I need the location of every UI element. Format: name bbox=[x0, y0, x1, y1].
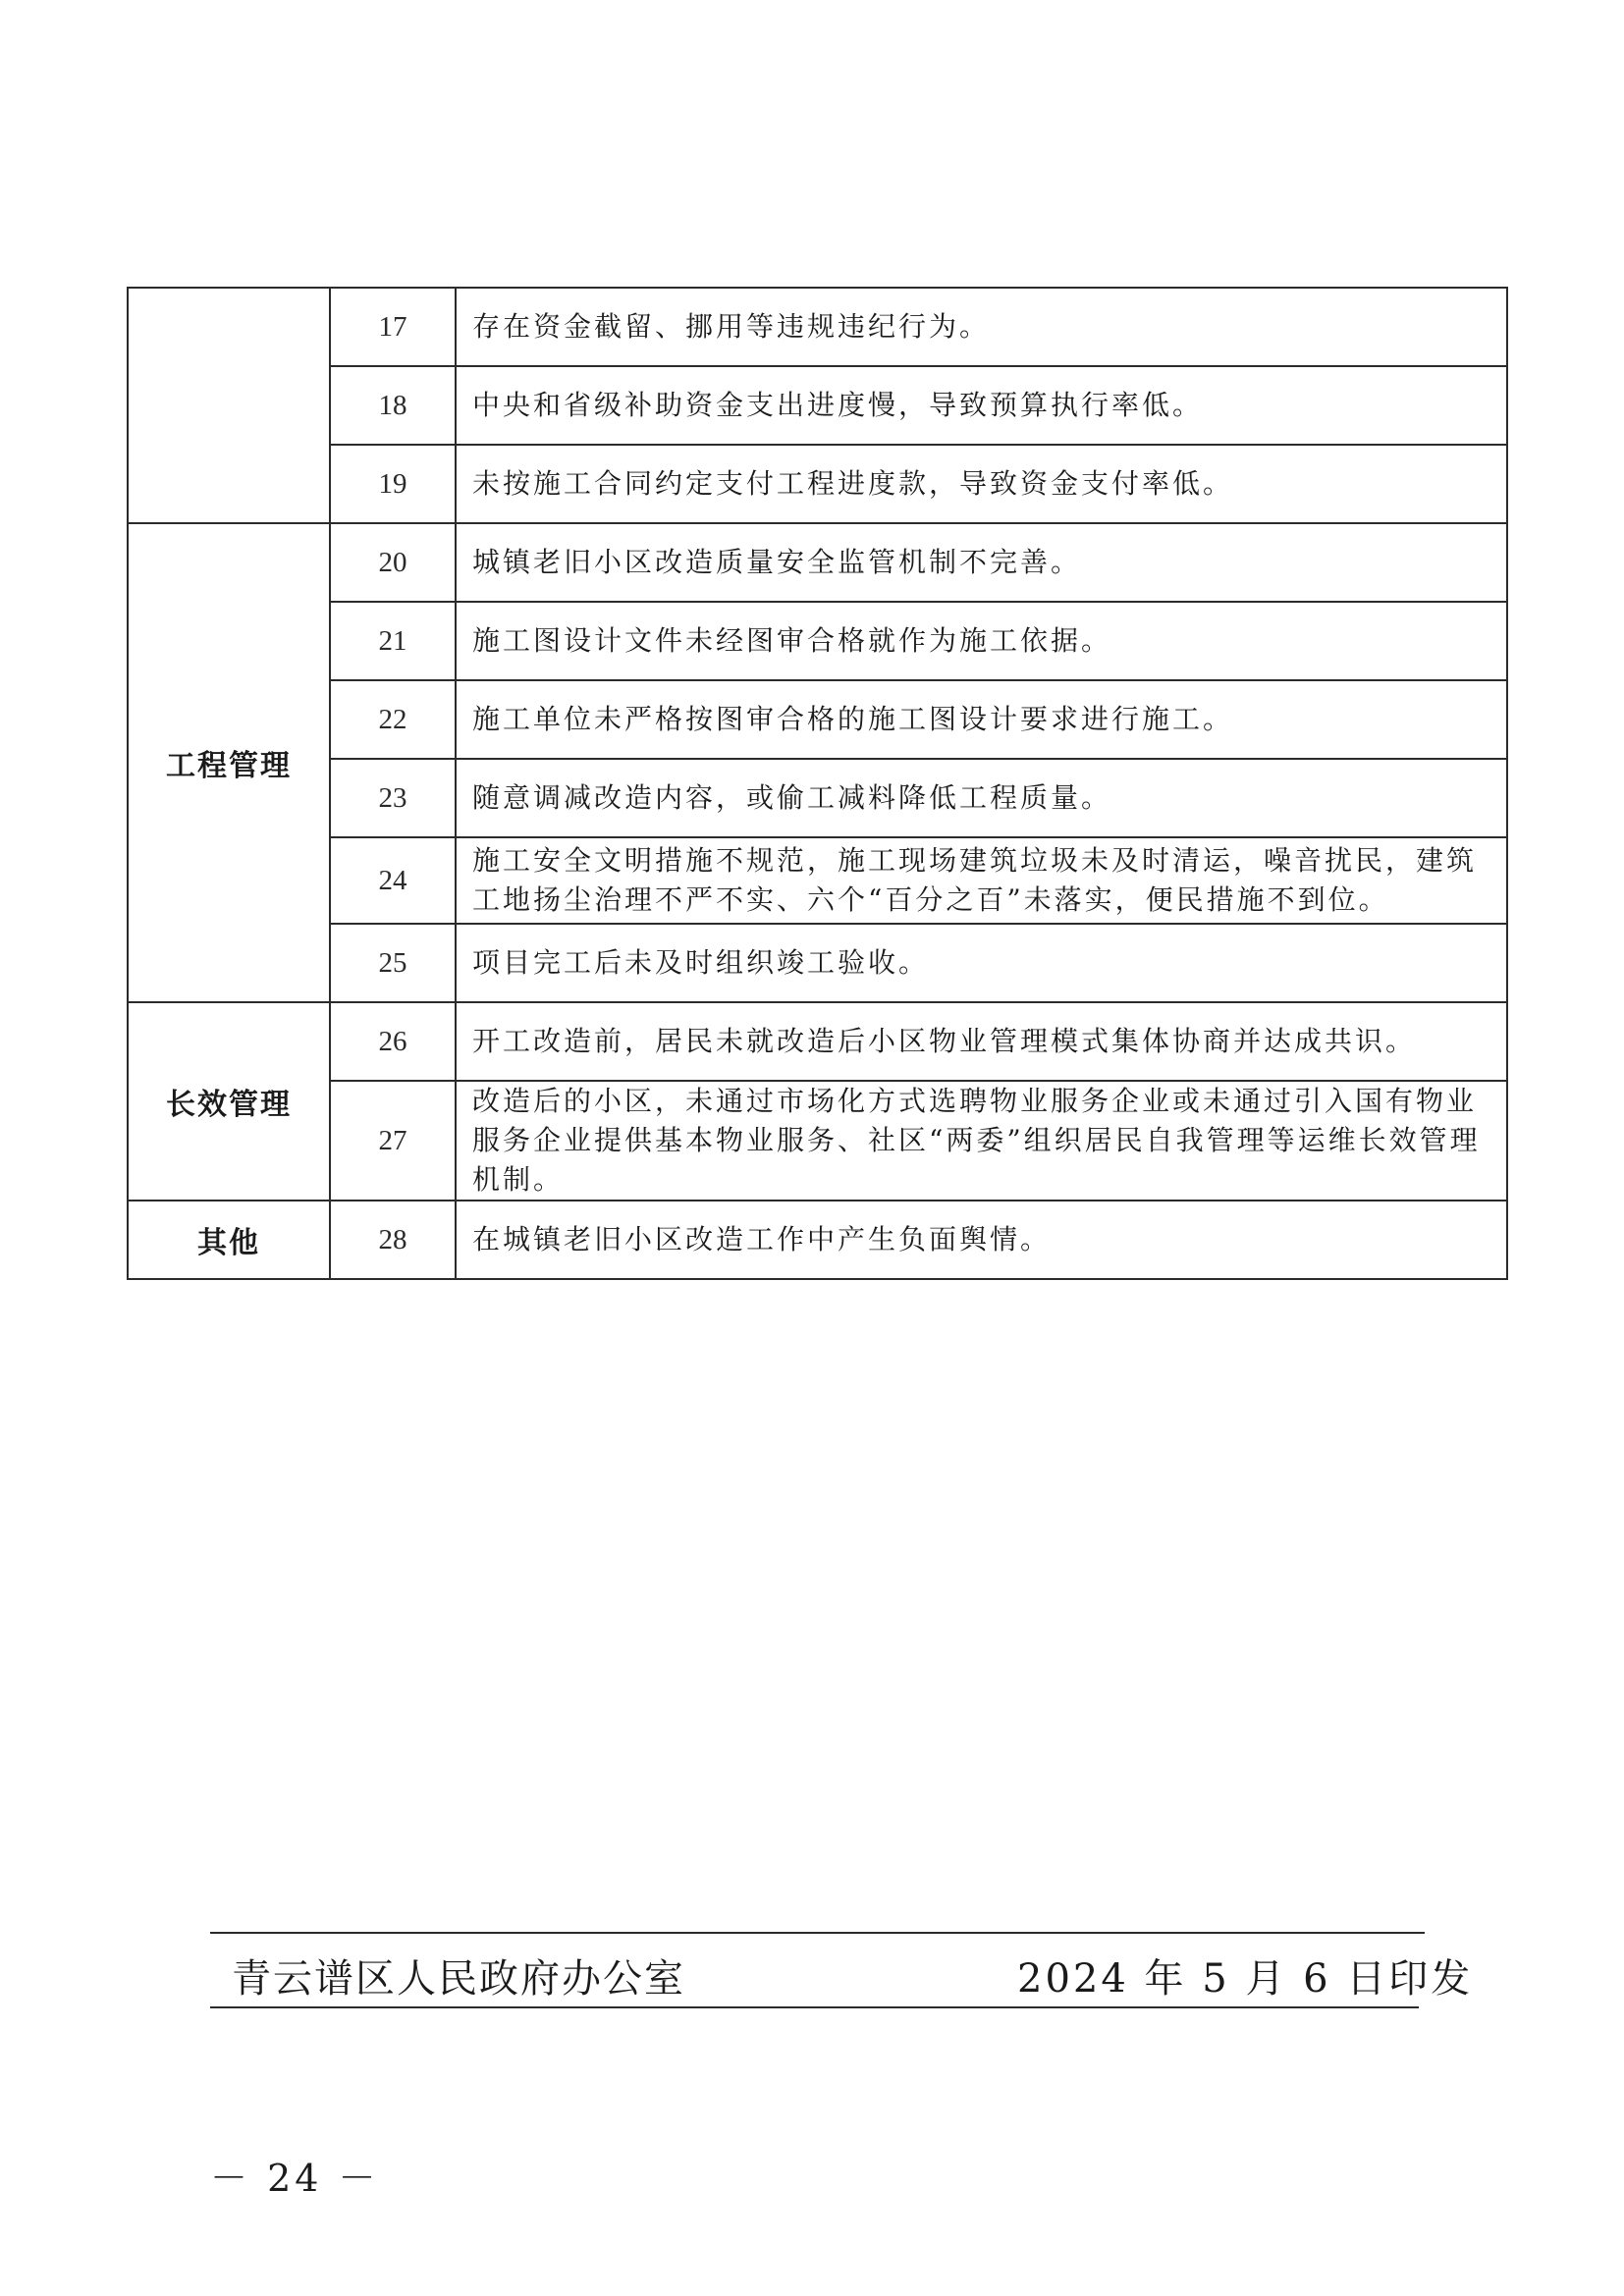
row-description: 在城镇老旧小区改造工作中产生负面舆情。 bbox=[456, 1201, 1507, 1279]
row-description: 随意调减改造内容，或偷工减料降低工程质量。 bbox=[456, 759, 1507, 837]
row-number: 23 bbox=[330, 759, 456, 837]
table-row bbox=[128, 759, 1507, 837]
category-cell-other: 其他 bbox=[128, 1201, 330, 1279]
row-number: 20 bbox=[330, 523, 456, 602]
category-cell-long-term: 长效管理 bbox=[128, 1002, 330, 1201]
row-number: 28 bbox=[330, 1201, 456, 1279]
issue-date: 2024 年 5 月 6 日印发 bbox=[1017, 1956, 1474, 2002]
issuing-office: 青云谱区人民政府办公室 bbox=[232, 1956, 685, 2002]
row-description: 中央和省级补助资金支出进度慢，导致预算执行率低。 bbox=[456, 366, 1507, 445]
table-row bbox=[128, 1002, 1507, 1081]
row-description: 改造后的小区，未通过市场化方式选聘物业服务企业或未通过引入国有物业服务企业提供基本物业服务、社区“两委”组织居民自我管理等运维长效管理机制。 bbox=[456, 1081, 1507, 1201]
row-number: 21 bbox=[330, 602, 456, 680]
table-row bbox=[128, 680, 1507, 759]
row-description: 项目完工后未及时组织竣工验收。 bbox=[456, 924, 1507, 1002]
category-cell-engineering: 工程管理 bbox=[128, 523, 330, 1002]
row-number: 24 bbox=[330, 837, 456, 924]
table-row bbox=[128, 837, 1507, 924]
table-row bbox=[128, 523, 1507, 602]
row-number: 19 bbox=[330, 445, 456, 523]
row-number: 22 bbox=[330, 680, 456, 759]
table-row bbox=[128, 288, 1507, 366]
row-description: 施工单位未严格按图审合格的施工图设计要求进行施工。 bbox=[456, 680, 1507, 759]
category-cell-continued bbox=[128, 288, 330, 523]
page-number: － 24 － bbox=[210, 2157, 380, 2200]
row-description: 未按施工合同约定支付工程进度款，导致资金支付率低。 bbox=[456, 445, 1507, 523]
row-number: 17 bbox=[330, 288, 456, 366]
row-number: 25 bbox=[330, 924, 456, 1002]
table-row bbox=[128, 602, 1507, 680]
table-row bbox=[128, 924, 1507, 1002]
issue-table bbox=[127, 287, 1508, 1280]
table-row bbox=[128, 1201, 1507, 1279]
row-description: 城镇老旧小区改造质量安全监管机制不完善。 bbox=[456, 523, 1507, 602]
row-description: 存在资金截留、挪用等违规违纪行为。 bbox=[456, 288, 1507, 366]
row-number: 26 bbox=[330, 1002, 456, 1081]
footer-top-rule bbox=[210, 1932, 1425, 1934]
row-number: 18 bbox=[330, 366, 456, 445]
footer-bottom-rule bbox=[210, 2006, 1419, 2008]
table-row bbox=[128, 366, 1507, 445]
table-row bbox=[128, 445, 1507, 523]
row-description: 施工安全文明措施不规范，施工现场建筑垃圾未及时清运，噪音扰民，建筑工地扬尘治理不严不实、六个“百分之百”未落实，便民措施不到位。 bbox=[456, 837, 1507, 924]
row-description: 开工改造前，居民未就改造后小区物业管理模式集体协商并达成共识。 bbox=[456, 1002, 1507, 1081]
table-row bbox=[128, 1081, 1507, 1201]
row-description: 施工图设计文件未经图审合格就作为施工依据。 bbox=[456, 602, 1507, 680]
row-number: 27 bbox=[330, 1081, 456, 1201]
